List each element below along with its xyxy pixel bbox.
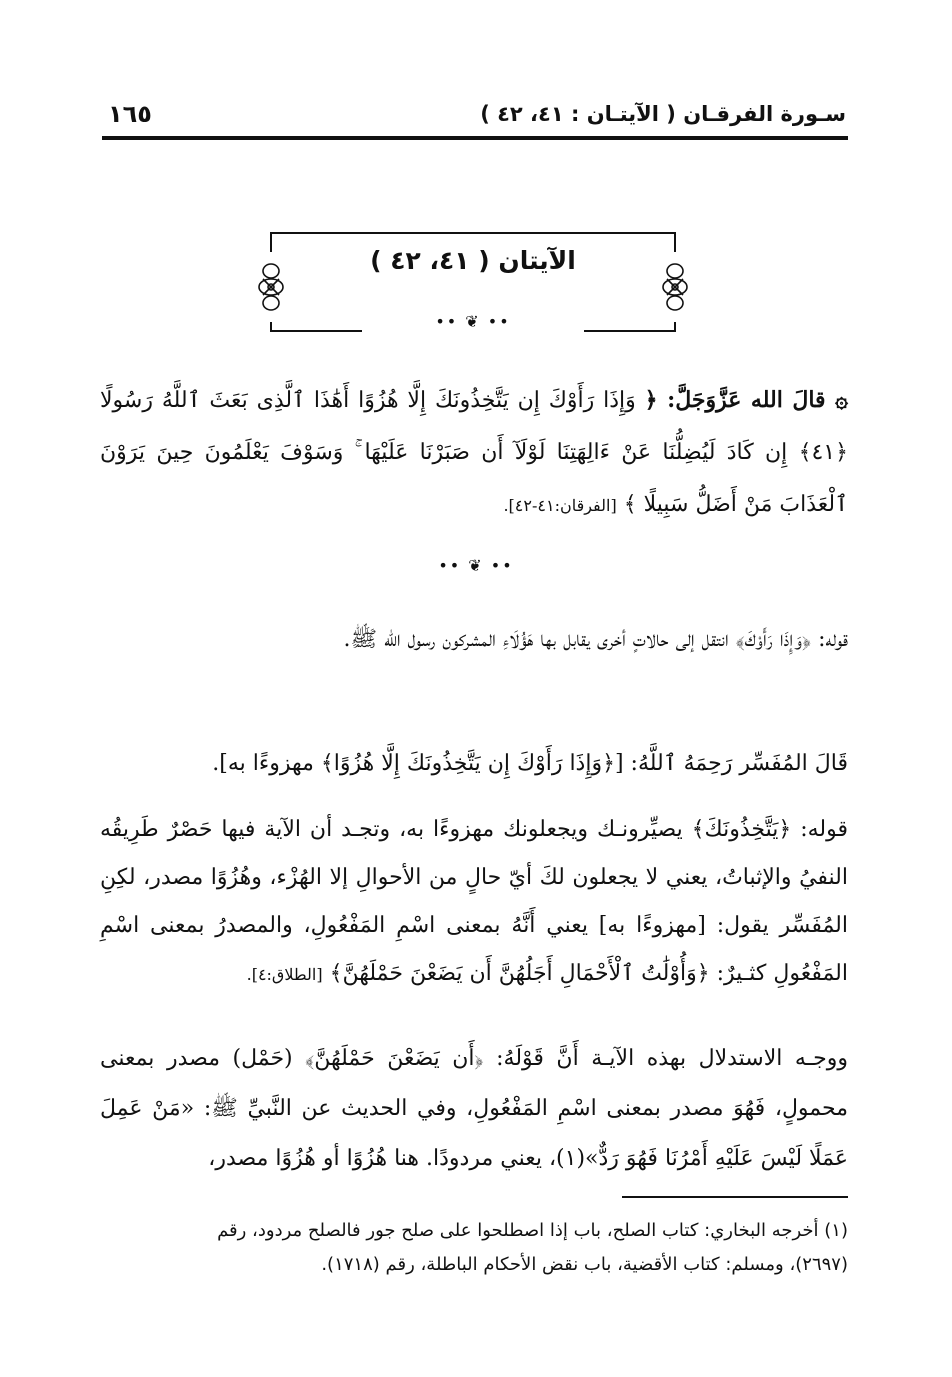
running-title: سـورة الفرقـان ( الآيتـان : ٤١، ٤٢ )	[480, 102, 846, 126]
footnote	[104, 1214, 848, 1282]
footnote-rule	[622, 1196, 848, 1198]
paragraph-text: ووجـه الاستدلال بهذه الآيـة أَنَّ قَوْلَهُ: ﴿أَن يَضَعْنَ حَمْلَهُنَّ﴾ (حَمْل) مصدر بمعنى محمولٍ، فَهُوَ مصدر بمعنى اسْمِ المَفْعُولِ، وفي الحديث عن النَّبيِّ ﷺ: «مَنْ عَمِلَ عَمَلًا لَيْسَ عَلَيْهِ أَمْرُنَا فَهُوَ رَدٌّ»(١)، يعني مردودًا. هنا هُزُوًا أو هُزُوًا مصدر،	[100, 1046, 848, 1171]
verse-reference: [الفرقان:٤١-٤٢].	[503, 496, 617, 515]
section-title: الآيتان ( ٤١، ٤٢ )	[370, 246, 576, 275]
paragraph-text: قوله: ﴿يَتَّخِذُونَكَ﴾ يصيِّرونـك ويجعلونك مهزوءًا به، وتجـد أن الآية فيها حَصْرٌ طَرِيقُه النفيُ والإثباتُ، يعني لا يجعلون لكَ أيّ حالٍ من الأحوالِ إلا الهُزْء، وهُزُوًا مصدر، لكِنِ المُفَسِّر يقول: [مهزوءًا به] يعني أَنَّهُ بمعنى اسْمِ المَفْعُولِ، والمصدرُ بمعنى اسْمِ المَفْعُولِ كثـيرٌ: ﴿وَأُوْلَٰتُ ٱلْأَحْمَالِ أَجَلُهُنَّ أَن يَضَعْنَ حَمْلَهُنَّ﴾	[100, 817, 848, 986]
page-number: ١٦٥	[108, 100, 152, 128]
ornamental-divider: •• ❦ ••	[435, 312, 511, 331]
paragraph	[100, 738, 848, 790]
paragraph	[100, 614, 848, 666]
section-title-frame	[250, 222, 696, 342]
header-rule	[102, 136, 848, 140]
paragraph-text: قَالَ المُفَسِّر رَحِمَهُ ٱللَّهُ: [﴿وَإِذَا رَأَوْكَ إِن يَتَّخِذُونَكَ إِلَّا هُزُوًا﴾ مهزوءًا به].	[212, 751, 848, 776]
paragraph-text: قوله: ﴿وَإِذَا رَأَوْكَ﴾ انتقل إلى حالاتٍ أخرى يقابل بها هَؤُلَاءِ المشركون رسول الله ﷺ.	[343, 627, 848, 652]
footnote-line: (١) أخرجه البخاري: كتاب الصلح، باب إذا اصطلحوا على صلح جور فالصلح مردود، رقم	[217, 1220, 848, 1241]
paragraph	[100, 1034, 848, 1184]
verse-block	[100, 374, 848, 532]
frame-top-line	[270, 232, 676, 234]
verse-text: وَإِذَا رَأَوْكَ إِن يَتَّخِذُونَكَ إِلَّا هُزُوًا أَهَٰذَا ٱلَّذِى بَعَثَ ٱللَّهُ رَسُولًا ﴿٤١﴾ إِن كَادَ لَيُضِلُّنَا عَنْ ءَالِهَتِنَا لَوْلَآ أَن صَبَرْنَا عَلَيْهَا ۚ وَسَوْفَ يَعْلَمُونَ حِينَ يَرَوْنَ ٱلْعَذَابَ مَنْ أَضَلُّ سَبِيلًا	[100, 388, 848, 517]
ornamental-divider: •• ❦ ••	[438, 556, 514, 575]
verse-intro: ۞ قالَ الله عَزَّوَجَلَّ: ﴿	[644, 387, 848, 413]
footnote-line: (٢٦٩٧)، ومسلم: كتاب الأقضية، باب نقض الأحكام الباطلة، رقم (١٧١٨).	[321, 1254, 848, 1275]
verse-close: ﴾	[623, 492, 637, 517]
paragraph	[100, 806, 848, 999]
quran-reference: [الطلاق:٤].	[246, 965, 323, 984]
